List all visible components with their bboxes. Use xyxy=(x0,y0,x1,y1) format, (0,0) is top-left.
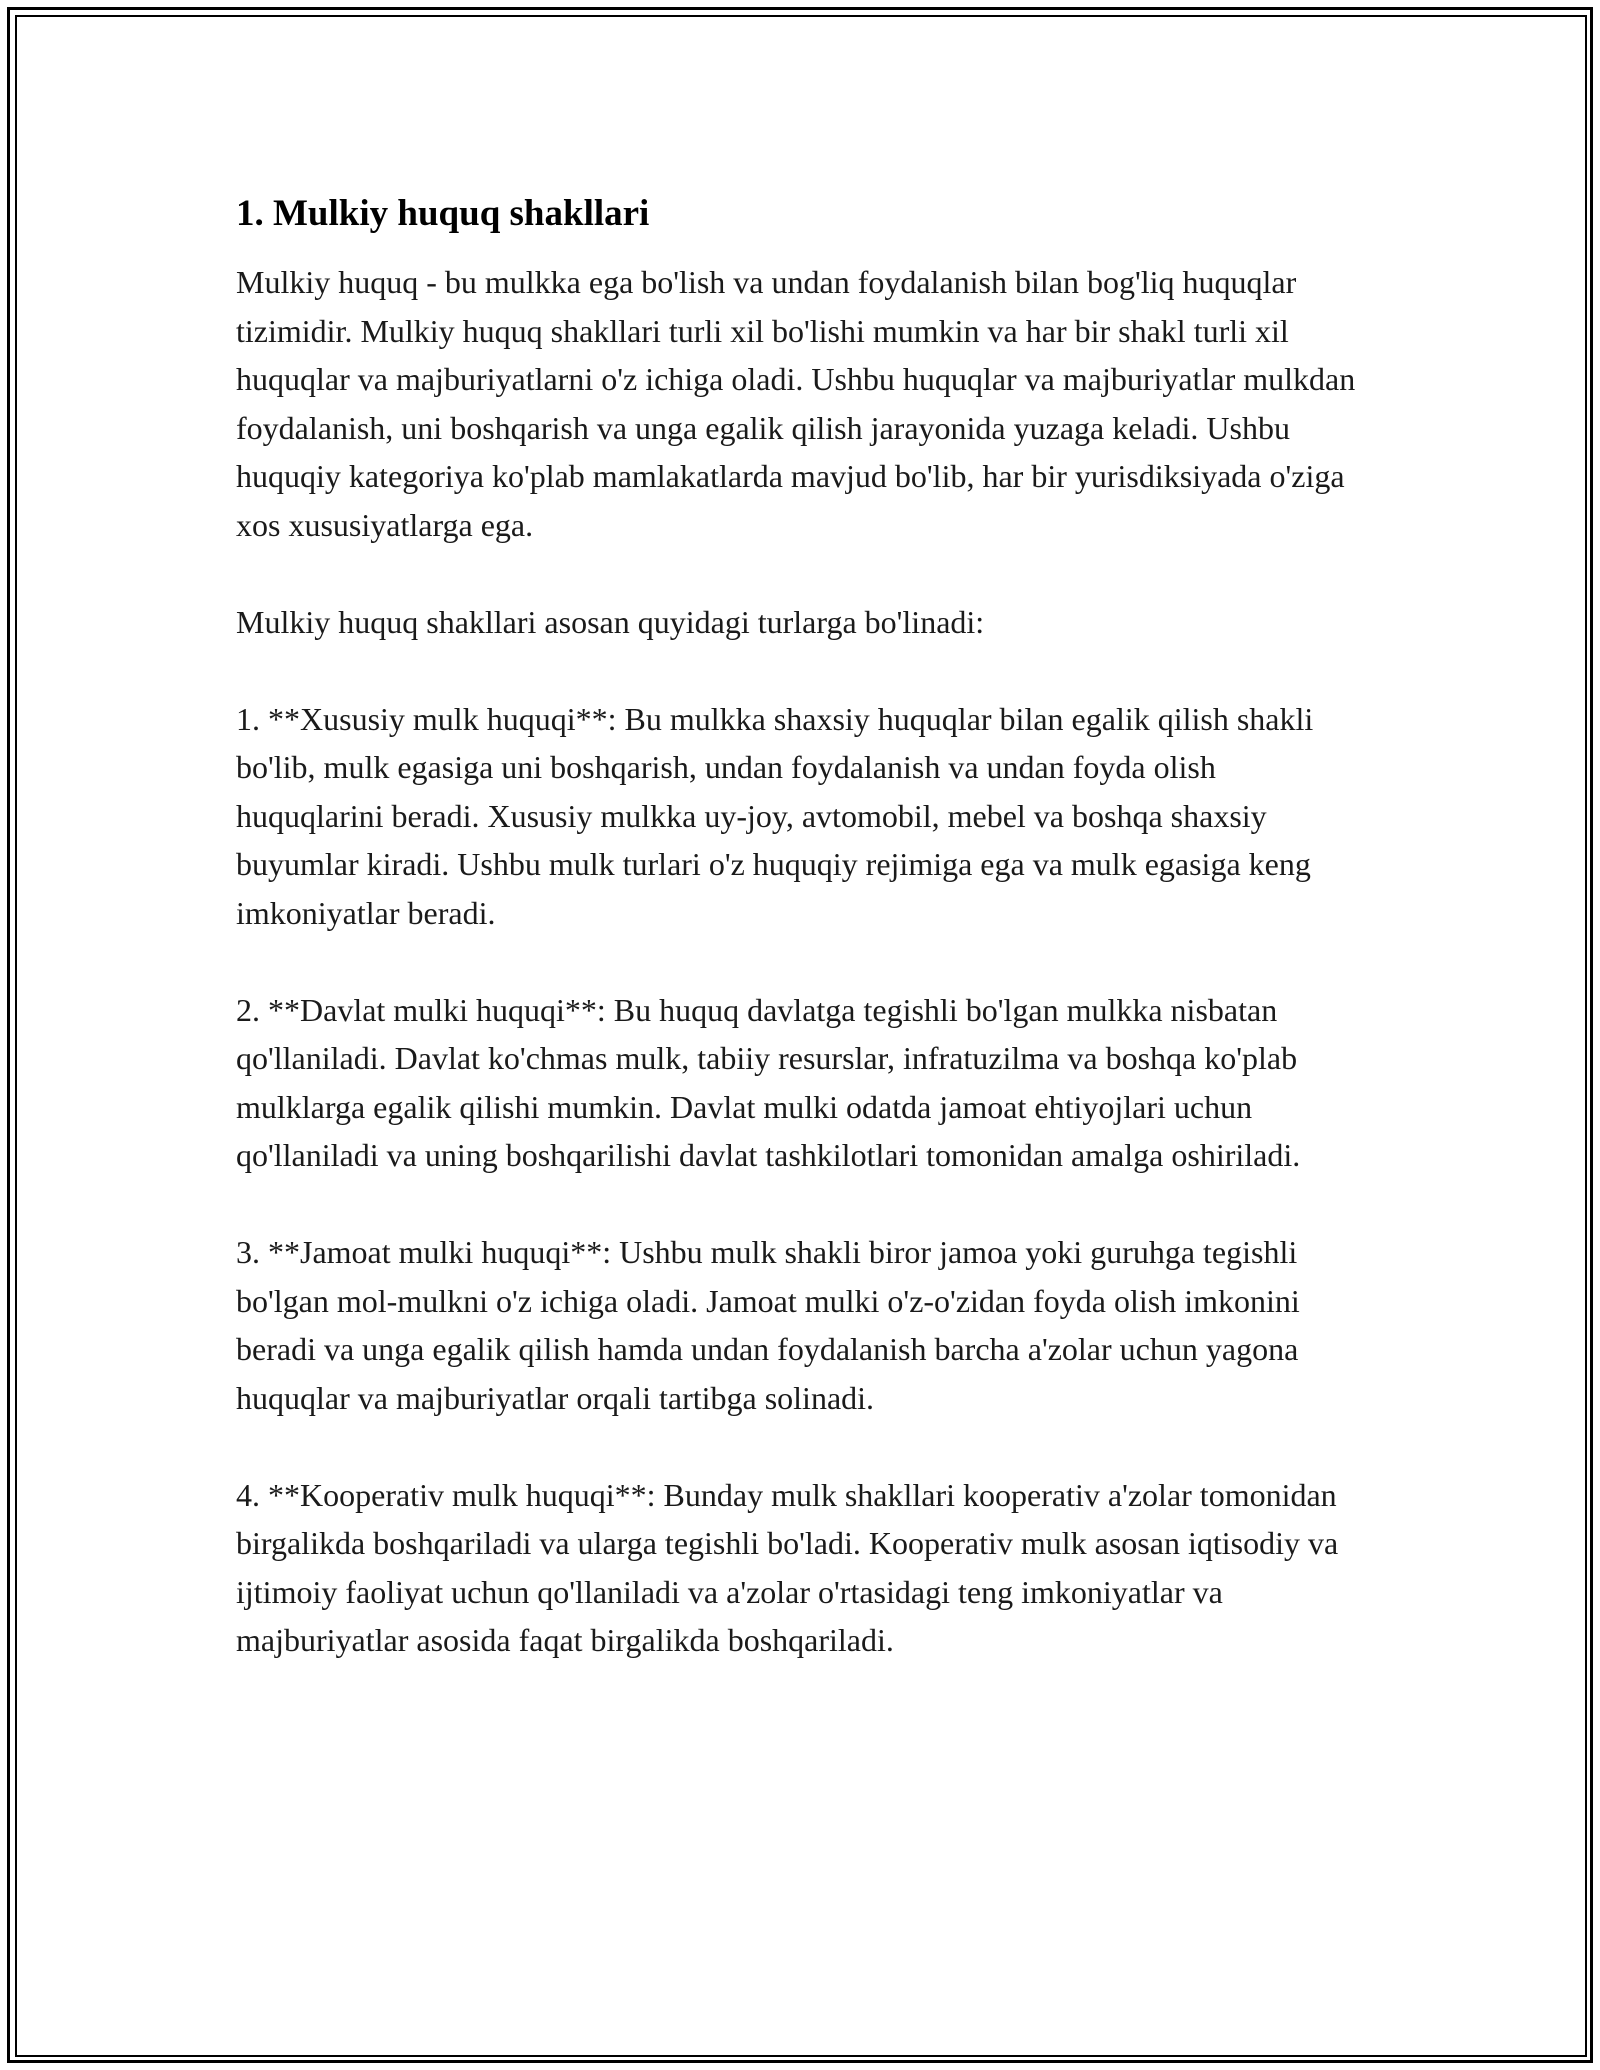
list-intro-paragraph: Mulkiy huquq shakllari asosan quyidagi turlarga bo'linadi: xyxy=(236,603,985,640)
intro-paragraph: Mulkiy huquq - bu mulkka ega bo'lish va undan foydalanish bilan bog'liq huquqlar tizimidir. Mulkiy huquq shakllari turli xil bo'lishi mumkin va har bir shakl turli xil huquqlar va majburiyatlarni o'z ichiga oladi. Ushbu huquqlar va majburiyatlar mulkdan foydalanish, uni boshqarish va unga egalik qilish jarayonida yuzaga keladi. Ushbu huquqiy kategoriya ko'plab mamlakatlarda mavjud bo'lib, har bir yurisdiksiyada o'ziga xos xususiyatlarga ega. xyxy=(236,264,1356,543)
document-body xyxy=(236,188,1356,1713)
cooperative-property-paragraph: 4. **Kooperativ mulk huquqi**: Bunday mulk shakllari kooperativ a'zolar tomonidan birgalikda boshqariladi va ularga tegishli bo'ladi. Kooperativ mulk asosan iqtisodiy va ijtimoiy faoliyat uchun qo'llaniladi va a'zolar o'rtasidagi teng imkoniyatlar va majburiyatlar asosida faqat birgalikda boshqariladi. xyxy=(236,1476,1339,1658)
public-property-paragraph: 3. **Jamoat mulki huquqi**: Ushbu mulk shakli biror jamoa yoki guruhga tegishli bo'lgan mol-mulkni o'z ichiga oladi. Jamoat mulki o'z-o'zidan foyda olish imkonini beradi va unga egalik qilish hamda undan foydalanish barcha a'zolar uchun yagona huquqlar va majburiyatlar orqali tartibga solinadi. xyxy=(236,1234,1300,1416)
private-property-paragraph: 1. **Xususiy mulk huquqi**: Bu mulkka shaxsiy huquqlar bilan egalik qilish shakli bo'lib, mulk egasiga uni boshqarish, undan foydalanish va undan foyda olish huquqlarini beradi. Xususiy mulkka uy-joy, avtomobil, mebel va boshqa shaxsiy buyumlar kiradi. Ushbu mulk turlari o'z huquqiy rejimiga ega va mulk egasiga keng imkoniyatlar beradi. xyxy=(236,700,1314,931)
section-heading: 1. Mulkiy huquq shakllari xyxy=(236,193,650,234)
state-property-paragraph: 2. **Davlat mulki huquqi**: Bu huquq davlatga tegishli bo'lgan mulkka nisbatan qo'llaniladi. Davlat ko'chmas mulk, tabiiy resurslar, infratuzilma va boshqa ko'plab mulklarga egalik qilishi mumkin. Davlat mulki odatda jamoat ehtiyojlari uchun qo'llaniladi va uning boshqarilishi davlat tashkilotlari tomonidan amalga oshiriladi. xyxy=(236,991,1301,1173)
